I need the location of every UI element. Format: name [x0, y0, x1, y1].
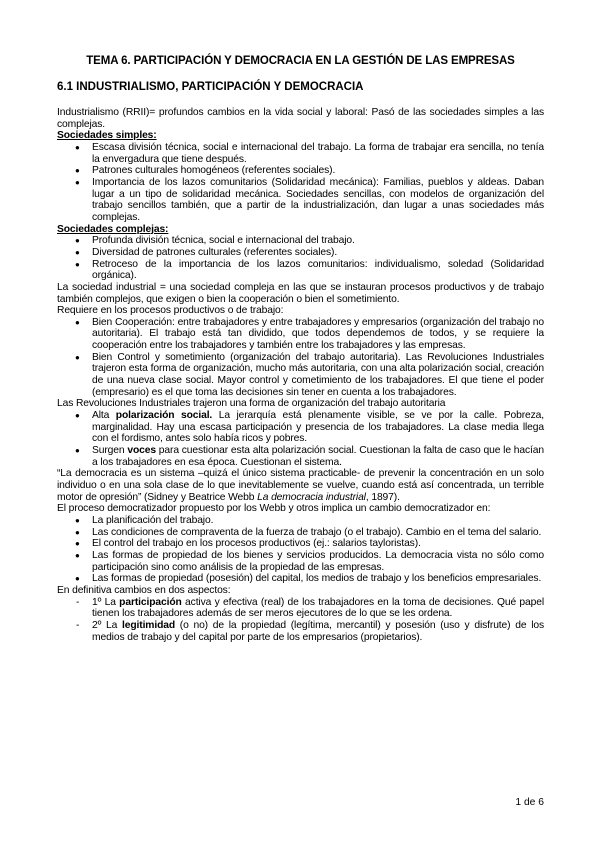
list-item: ● Surgen voces para cuestionar esta alta polarización social. Cuestionan la falta de caso que le hacían a los trabajadores en esa época. Cuestionan el sistema.: [57, 445, 544, 468]
simples-heading: Sociedades simples:: [57, 130, 157, 142]
list-item: ● El control del trabajo en los procesos productivos (ej.: salarios tayloristas).: [57, 538, 544, 550]
list-item: ● Escasa división técnica, social e internacional del trabajo. La forma de trabajar era sencilla, no tenía la envergadura que tiene después.: [57, 142, 544, 165]
industrial-paragraph: La sociedad industrial = una sociedad compleja en las que se instauran procesos productivos y de trabajo también complejos, que exigen o bien la cooperación o bien el sometimiento.: [57, 281, 544, 305]
webb-paragraph: El proceso democratizador propuesto por los Webb y otros implica un cambio democratizador en:: [57, 503, 491, 515]
requiere-list: [57, 317, 544, 399]
webb-list: [57, 515, 544, 585]
book-title: La democracia industrial: [257, 491, 366, 503]
list-item: ● Las formas de propiedad de los bienes y servicios producidos. La democracia vista no sólo como participación sino como análisis de la propiedad de las empresas.: [57, 550, 544, 573]
complejas-heading: Sociedades complejas:: [57, 223, 169, 235]
list-item: ● Retroceso de la importancia de los lazos comunitarios: individualismo, soledad (Solidaridad orgánica).: [57, 259, 544, 282]
revoluciones-list: [57, 410, 544, 468]
list-item: ● Importancia de los lazos comunitarios (Solidaridad mecánica): Familias, pueblos y aldeas. Daban lugar a un tipo de solidaridad mecánica. Sociedades sencillas, con modelos de organización del trabajo sencillos también, que a partir de la industrialización, dan lugar a unas sociedades más complejas.: [57, 177, 544, 224]
bold-term: legitimidad: [122, 619, 176, 631]
revoluciones-paragraph: Las Revoluciones Industriales trajeron una forma de organización del trabajo autoritaria: [57, 398, 446, 410]
list-item: ● Bien Control y sometimiento (organización del trabajo autoritaria). Las Revoluciones Industriales trajeron esta forma de organización, mucho más autoritaria, con una alta polarización social, creación de una nueva clase social. Mayor control y cometimiento de los trabajadores. El que tiene el poder (empresario) es el que toma las decisiones sin tener en cuenta a los trabajadores.: [57, 352, 544, 399]
list-item: ● La planificación del trabajo.: [57, 515, 544, 527]
intro-paragraph: Industrialismo (RRII)= profundos cambios en la vida social y laboral: Pasó de las sociedades simples a las complejas.: [57, 107, 544, 130]
list-item: ● Alta polarización social. La jerarquía está plenamente visible, se ve por la calle. Pobreza, marginalidad. Hay una escasa participación y presencia de los trabajadores. La clase media llega con el fordismo, antes solo había ricos y pobres.: [57, 410, 544, 445]
simples-list: [57, 142, 544, 224]
document-body: [57, 107, 544, 643]
list-item: ● Bien Cooperación: entre trabajadores y entre trabajadores y empresarios (organización del trabajo no autoritaria). El trabajo está tan dividido, que todos dependemos de todos, y se requiere la cooperación entre los trabajadores y también entre los trabajadores y las empresas.: [57, 317, 544, 352]
list-item: ● Profunda división técnica, social e internacional del trabajo.: [57, 235, 544, 247]
requiere-paragraph: Requiere en los procesos productivos o de trabajo:: [57, 305, 284, 317]
section-heading: 6.1 INDUSTRIALISMO, PARTICIPACIÓN Y DEMOCRACIA: [57, 81, 364, 93]
list-item: - 1º La participación activa y efectiva (real) de los trabajadores en la toma de decisiones. Qué papel tienen los trabajadores además de ser meros ejecutores de lo que se les ordena.: [57, 597, 544, 620]
list-item: ● Las formas de propiedad (posesión) del capital, los medios de trabajo y los beneficios empresariales.: [57, 573, 544, 585]
bold-term: voces: [127, 445, 156, 457]
dash-list: [57, 597, 544, 644]
bold-term: polarización social.: [115, 410, 213, 422]
list-item: ● Patrones culturales homogéneos (referentes sociales).: [57, 165, 544, 177]
list-item: - 2º La legitimidad (o no) de la propiedad (legítima, mercantil) y posesión (uso y disfrute) de los medios de trabajo y del capital por parte de los empresarios (propietarios).: [57, 620, 544, 643]
complejas-list: [57, 235, 544, 282]
bold-term: participación: [119, 596, 182, 608]
quote-paragraph: “La democracia es un sistema –quizá el único sistema practicable- de prevenir la concentración en un solo individuo o en una sola clase de lo que inevitablemente se vuelve, cuando está así concentrada, un terrible motor de opresión” (Sidney y Beatrice Webb La democracia industrial, 1897).: [57, 468, 544, 503]
page-number: 1 de 6: [515, 797, 544, 808]
document-title: TEMA 6. PARTICIPACIÓN Y DEMOCRACIA EN LA GESTIÓN DE LAS EMPRESAS: [86, 55, 515, 67]
list-item: ● Las condiciones de compraventa de la fuerza de trabajo (o el trabajo). Cambio en el tema del salario.: [57, 527, 544, 539]
list-item: ● Diversidad de patrones culturales (referentes sociales).: [57, 247, 544, 259]
definitiva-paragraph: En definitiva cambios en dos aspectos:: [57, 584, 231, 596]
document-page: [57, 55, 544, 643]
